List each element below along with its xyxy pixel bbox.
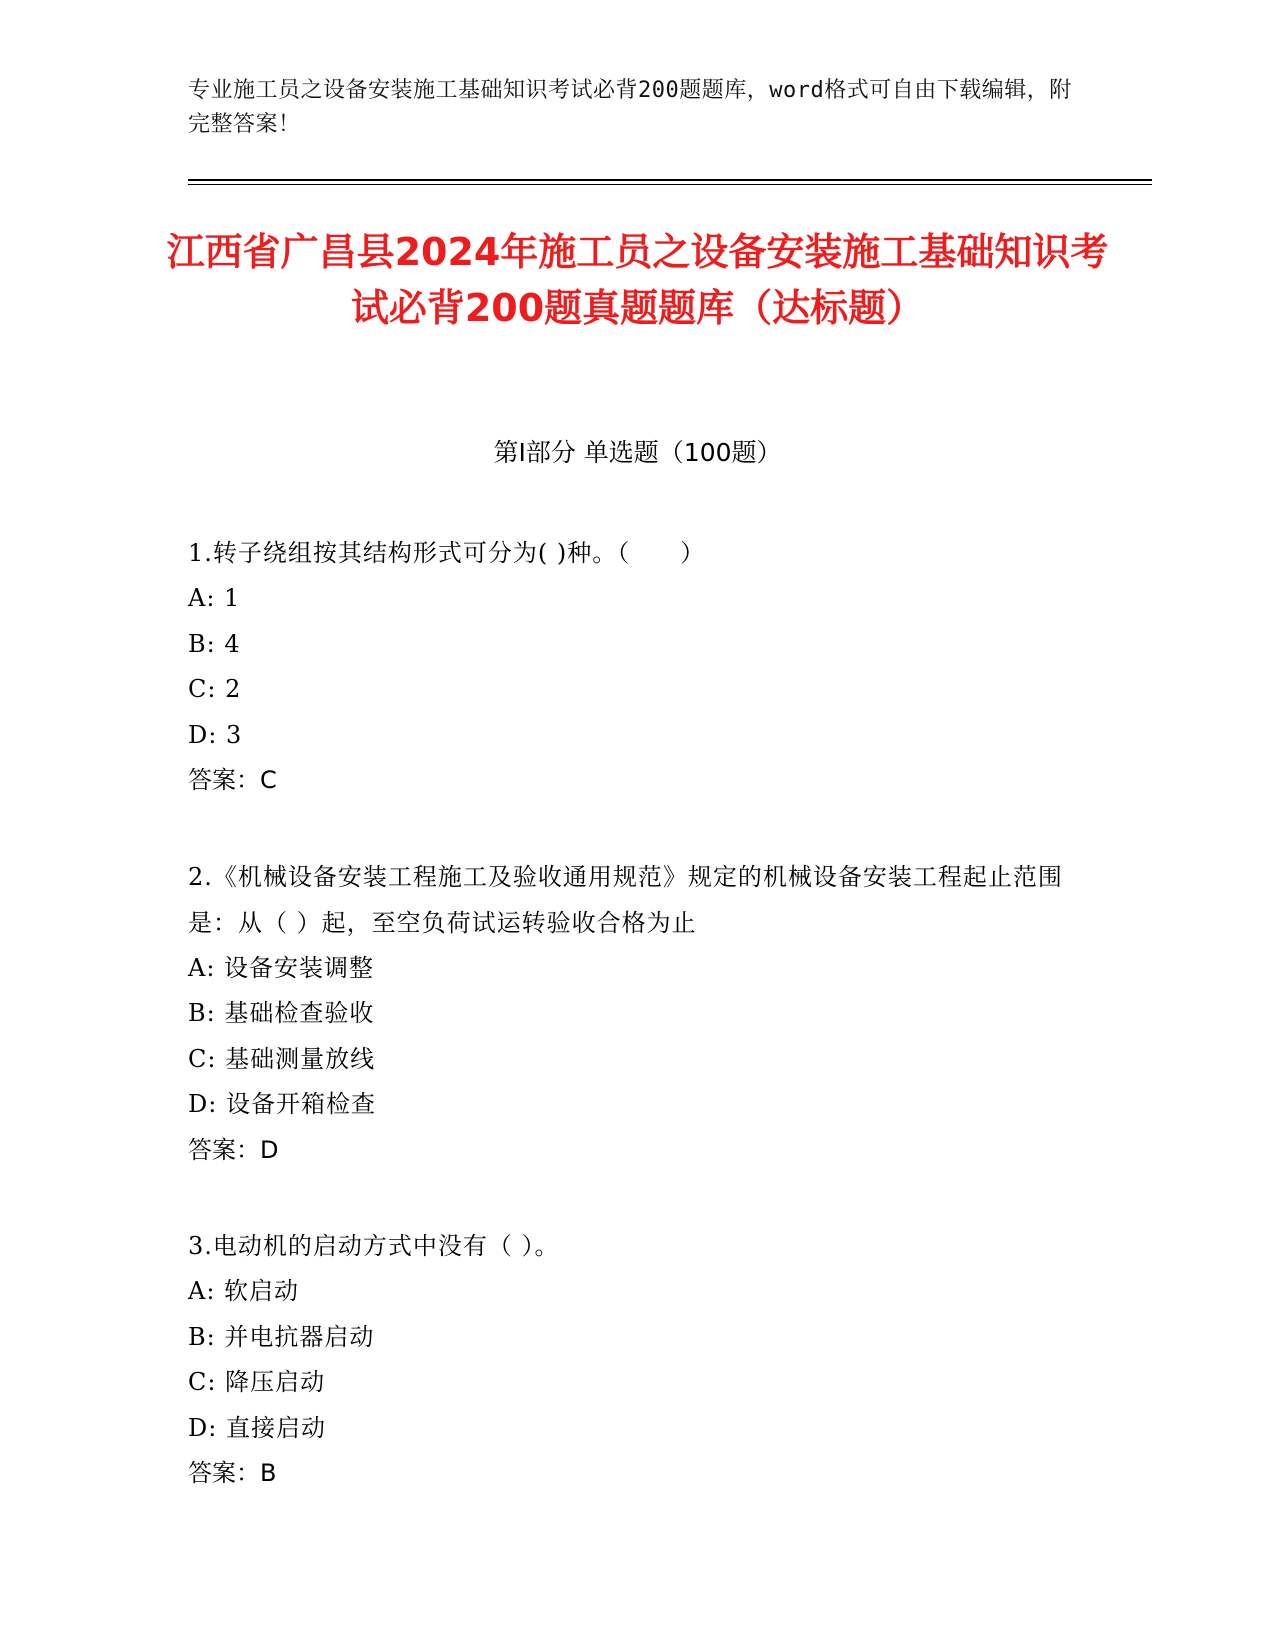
- section-heading: 第Ⅰ部分 单选题（100题）: [493, 438, 782, 467]
- document-title: 江西省广昌县2024年施工员之设备安装施工基础知识考试必背200题真题题库（达标题）: [166, 230, 1109, 330]
- option-d: D: 3: [188, 720, 243, 749]
- question-stem: 1.转子绕组按其结构形式可分为( )种。（ ）: [188, 539, 706, 567]
- question-list: [188, 530, 1088, 1547]
- header-rule-thin: [188, 184, 1152, 185]
- header-rule-thick: [188, 179, 1152, 181]
- question-stem: 3.电动机的启动方式中没有（ ）。: [188, 1232, 560, 1260]
- answer: 答案：C: [188, 766, 277, 794]
- option-c: C: 基础测量放线: [188, 1044, 376, 1073]
- option-b: B: 4: [188, 629, 241, 658]
- option-b: B: 并电抗器启动: [188, 1322, 375, 1351]
- question-2: [188, 854, 1088, 1174]
- question-stem: 2.《机械设备安装工程施工及验收通用规范》规定的机械设备安装工程起止范围是：从（ ）起，至空负荷试运转验收合格为止: [188, 862, 1063, 937]
- option-a: A: 设备安装调整: [188, 953, 375, 982]
- question-3: [188, 1223, 1088, 1497]
- answer: 答案：D: [188, 1135, 279, 1164]
- option-c: C: 降压启动: [188, 1368, 326, 1396]
- option-d: D: 设备开箱检查: [188, 1090, 376, 1118]
- answer: 答案：B: [188, 1459, 277, 1487]
- header-note: 专业施工员之设备安装施工基础知识考试必背200题题库，word格式可自由下载编辑，附完整答案！: [188, 78, 1072, 137]
- option-a: A: 1: [188, 584, 241, 612]
- option-b: B: 基础检查验收: [188, 999, 375, 1027]
- option-d: D: 直接启动: [188, 1413, 326, 1442]
- question-1: [188, 530, 1088, 804]
- option-a: A: 软启动: [188, 1277, 300, 1305]
- option-c: C: 2: [188, 675, 242, 703]
